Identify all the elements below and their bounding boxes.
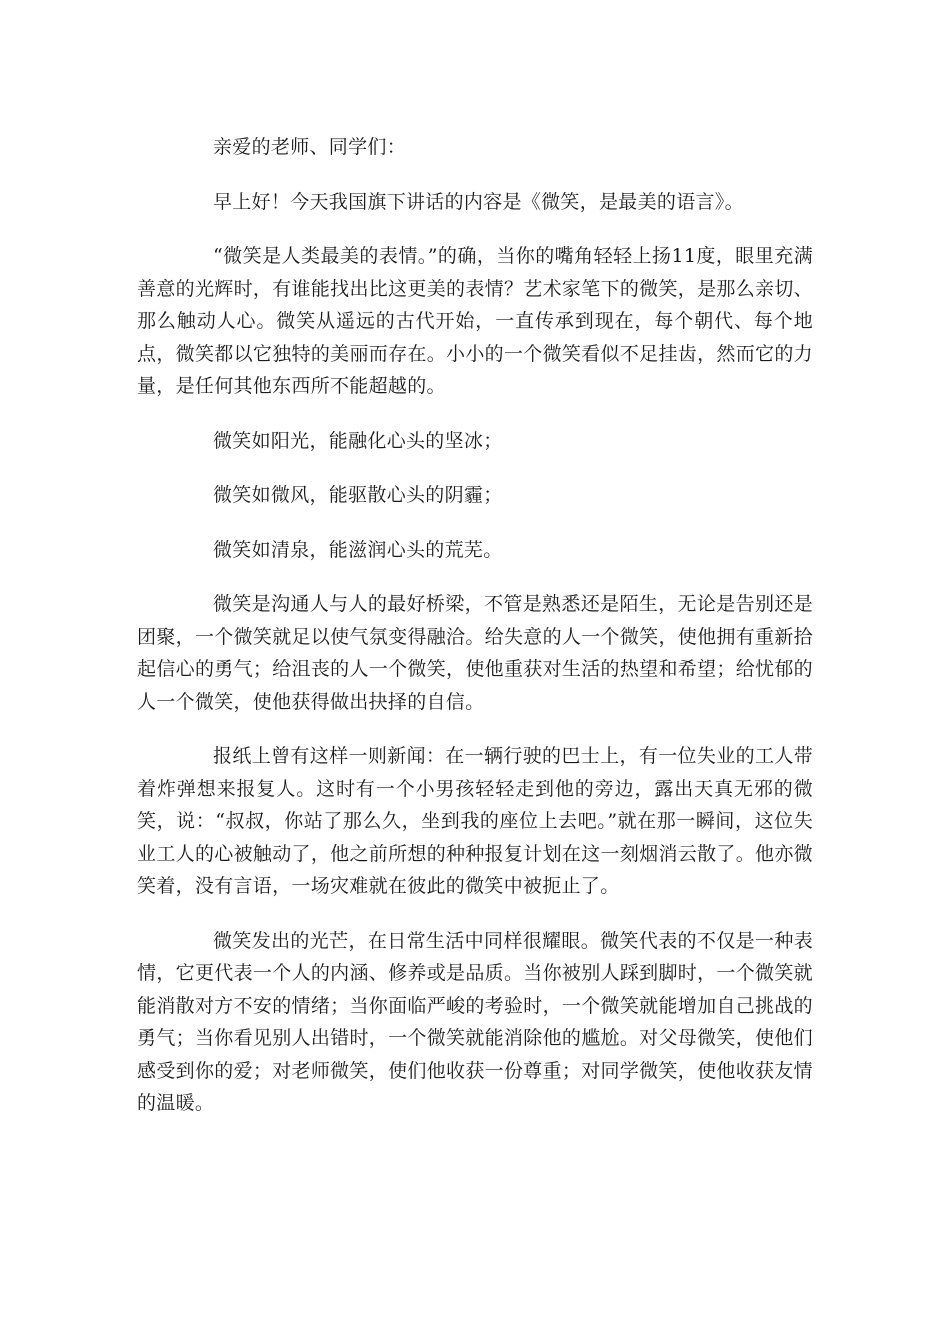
parallel-line: 微笑如清泉，能滋润心头的荒芜。 (213, 538, 503, 561)
body-paragraph: 微笑是沟通人与人的最好桥梁，不管是熟悉还是陌生，无论是告别还是团聚，一个微笑就足以使气氛变得融洽。给失意的人一个微笑，使他拥有重新拾起信心的勇气；给沮丧的人一个微笑，使他重获对生活的热望和希望；给忧郁的人一个微笑，使他获得做出抉择的自信。 (137, 593, 813, 713)
greeting-paragraph: 早上好！今天我国旗下讲话的内容是《微笑，是最美的语言》。 (213, 190, 744, 213)
body-paragraph: 微笑发出的光芒，在日常生活中同样很耀眼。微笑代表的不仅是一种表情，它更代表一个人的内涵、修养或是品质。当你被别人踩到脚时，一个微笑就能消散对方不安的情绪；当你面临严峻的考验时，一个微笑就能增加自己挑战的勇气；当你看见别人出错时，一个微笑就能消除他的尴尬。对父母微笑，使他们感受到你的爱；对老师微笑，使们他收获一份尊重；对同学微笑，使他收获友情的温暖。 (137, 929, 813, 1114)
document-body (137, 131, 813, 1142)
salutation: 亲爱的老师、同学们： (213, 136, 407, 158)
parallel-line: 微笑如阳光，能融化心头的坚冰； (213, 429, 503, 452)
body-paragraph: 报纸上曾有这样一则新闻：在一辆行驶的巴士上，有一位失业的工人带着炸弹想来报复人。这时有一个小男孩轻轻走到他的旁边，露出天真无邪的微笑，说：“叔叔，你站了那么久，坐到我的座位上去吧。”就在那一瞬间，这位失业工人的心被触动了，他之前所想的种种报复计划在这一刻烟消云散了。他亦微笑着，没有言语，一场灾难就在彼此的微笑中被扼止了。 (137, 745, 813, 897)
body-paragraph: “微笑是人类最美的表情。”的确，当你的嘴角轻轻上扬11度，眼里充满善意的光辉时，有谁能找出比这更美的表情？艺术家笔下的微笑，是那么亲切、那么触动人心。微笑从遥远的古代开始，一直传承到现在，每个朝代、每个地点，微笑都以它独特的美丽而存在。小小的一个微笑看似不足挂齿，然而它的力量，是任何其他东西所不能超越的。 (137, 245, 813, 397)
parallel-line: 微笑如微风，能驱散心头的阴霾； (213, 484, 503, 506)
